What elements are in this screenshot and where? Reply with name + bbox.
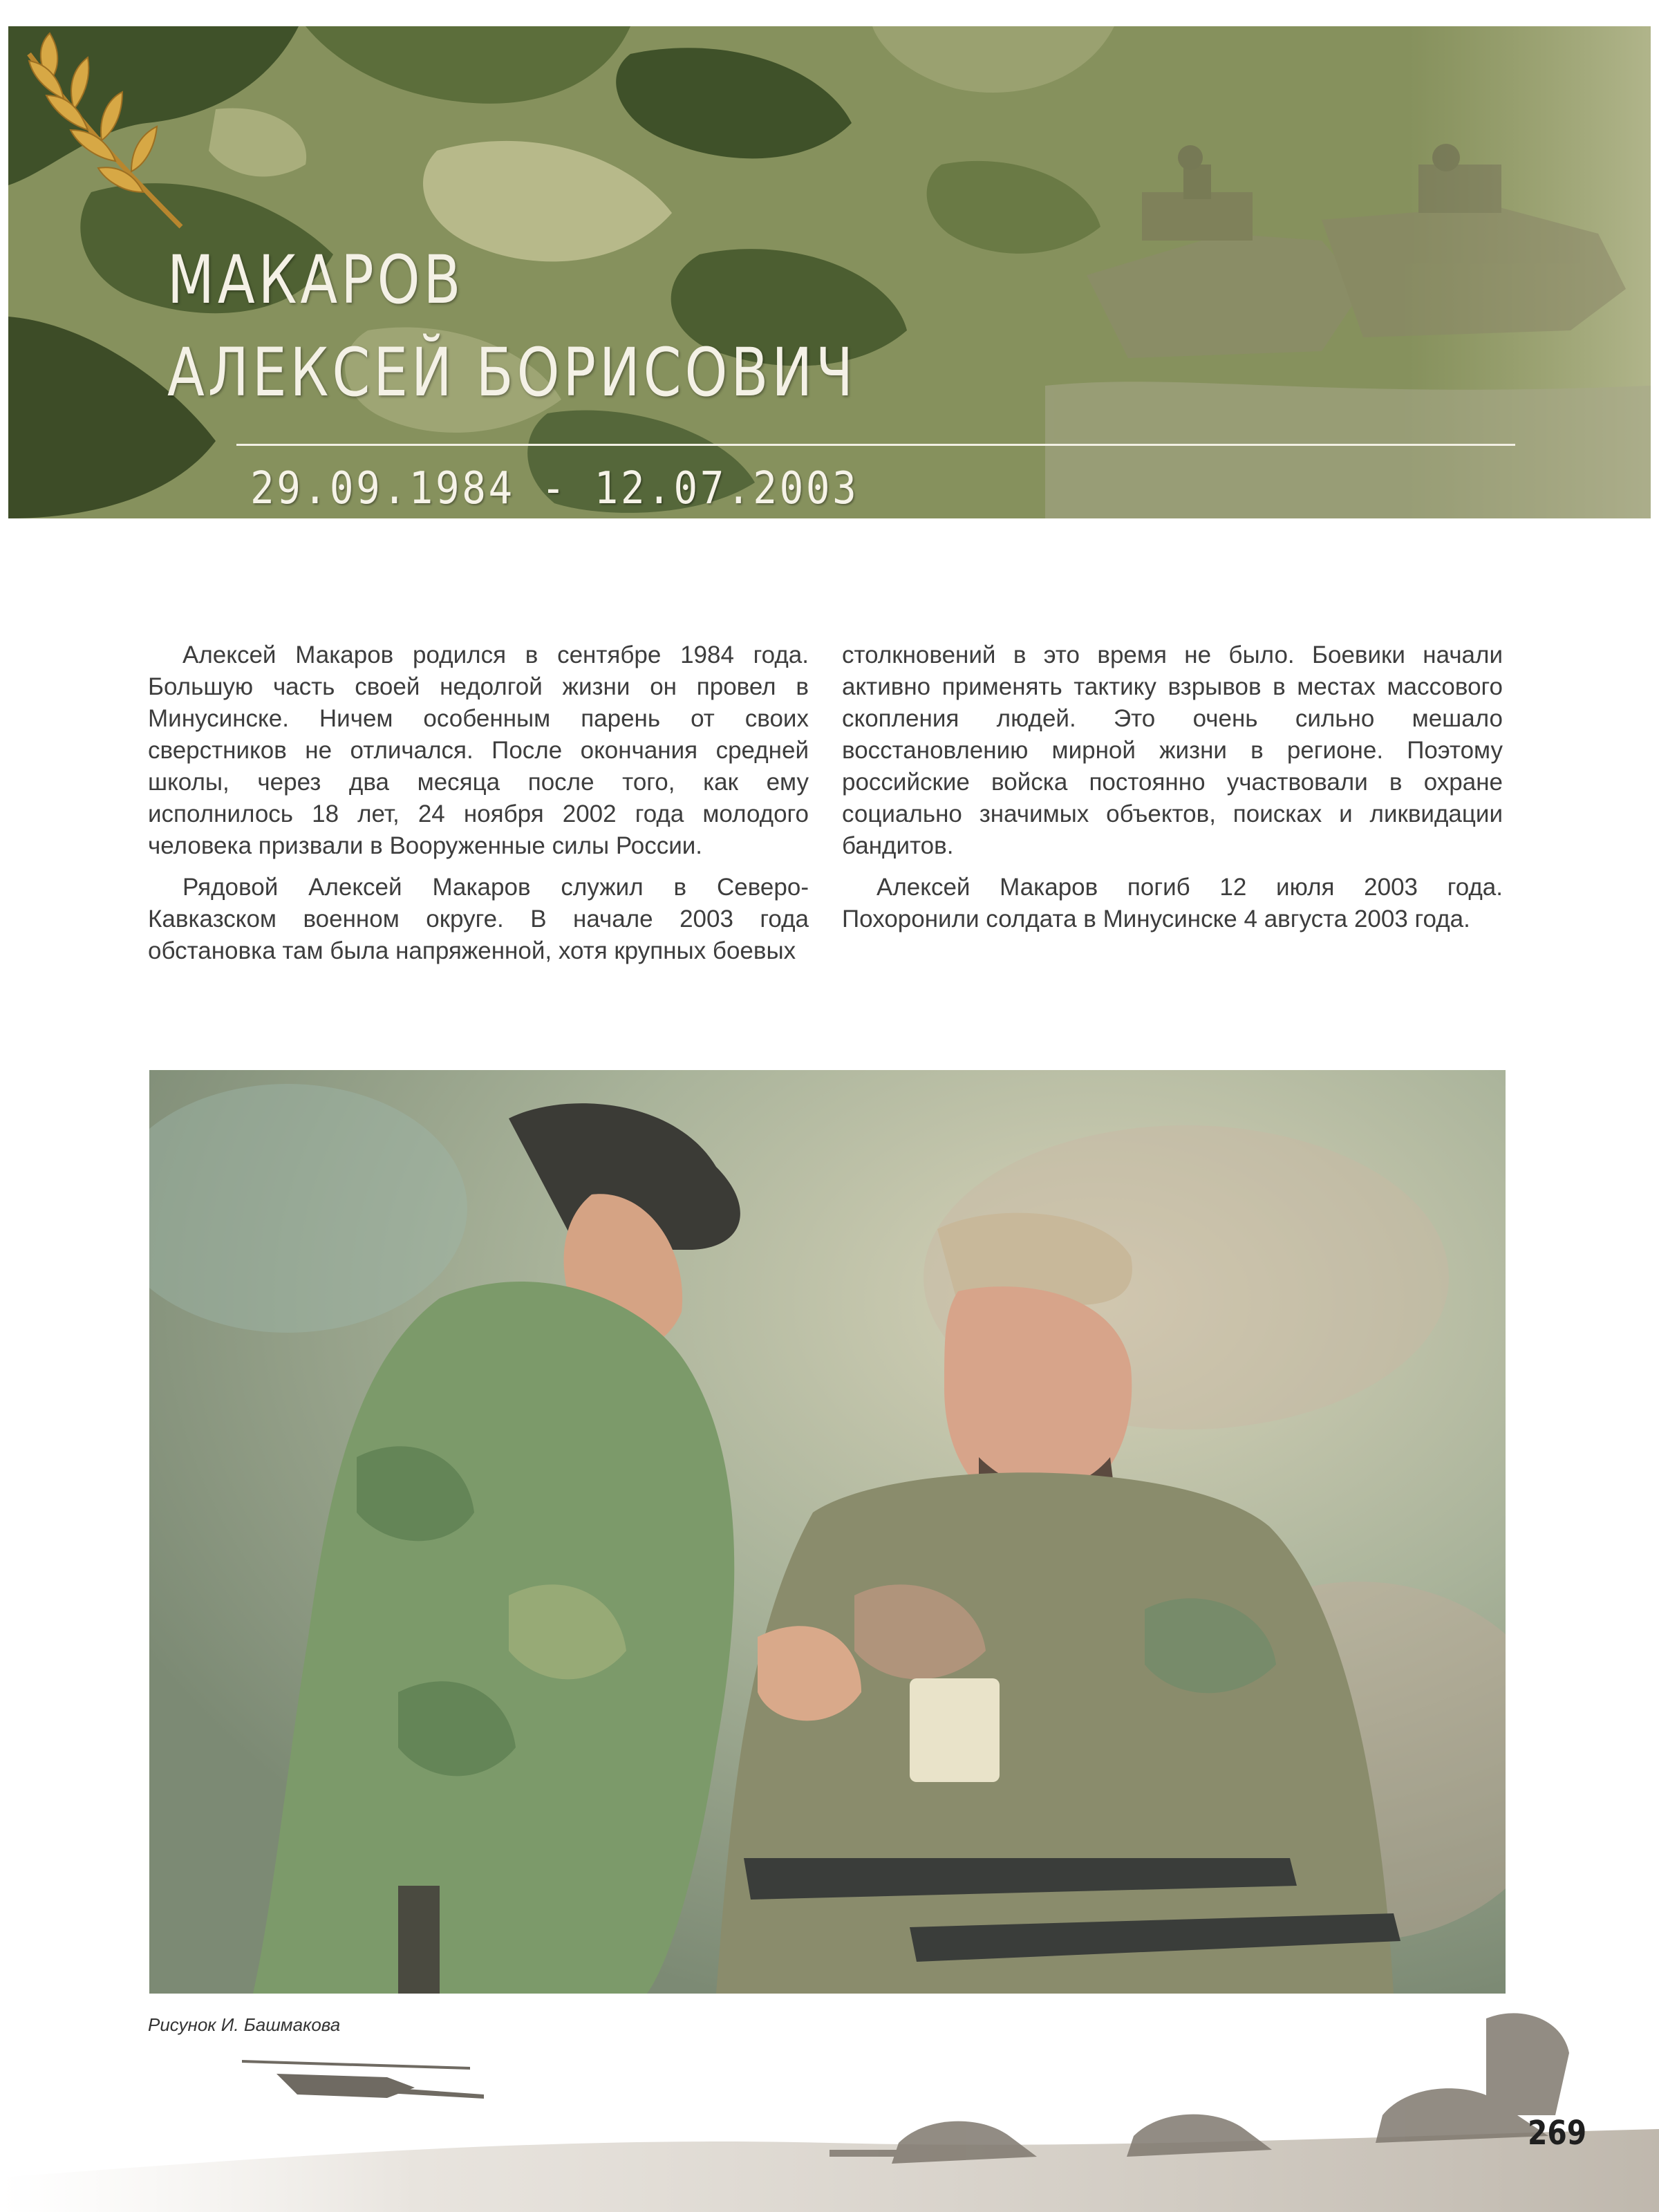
paragraph: Рядовой Алексей Макаров служил в Северо-Кавказском военном округе. В начале 2003 года обстановка там была напряженной, хотя крупных боевых: [148, 874, 809, 964]
person-name: [167, 234, 856, 419]
left-column: [148, 639, 809, 967]
laurel-branch-icon: [8, 26, 202, 234]
surname: МАКАРОВ: [167, 241, 465, 319]
page-number: 269: [1528, 2114, 1587, 2153]
soldiers-painting: [149, 1070, 1506, 1994]
given-names: АЛЕКСЕЙ БОРИСОВИЧ: [167, 334, 857, 411]
paragraph: столкновений в это время не было. Боевики начали активно применять тактику взрывов в местах массового скопления людей. Это очень сильно мешало восстановлению мирной жизни в регионе. Поэтому российские войска постоянно участвовали в охране социально значимых объектов, поисках и ликвидации бандитов.: [842, 641, 1503, 859]
article-body: [148, 639, 1503, 967]
footer-battle-silhouette: [0, 1977, 1659, 2212]
right-column: [842, 639, 1503, 967]
helicopter-icon: [242, 2060, 484, 2099]
paragraph: Алексей Макаров родился в сентябре 1984 года. Большую часть своей недолгой жизни он провел в Минусинске. Ничем особенным парень от своих сверстников не отличался. После окончания средней школы, через два месяца после того, как ему исполнилось 18 лет, 24 ноября 2002 года молодого человека призвали в Вооруженные силы России.: [148, 641, 809, 859]
life-dates: 29.09.1984 - 12.07.2003: [250, 463, 859, 514]
illustration-caption: Рисунок И. Башмакова: [148, 2014, 341, 2035]
header-banner: [8, 26, 1651, 518]
painting-artwork: [149, 1070, 1506, 1994]
title-divider: [236, 444, 1515, 446]
paragraph: Алексей Макаров погиб 12 июля 2003 года. Похоронили солдата в Минусинске 4 августа 2003 года.: [842, 874, 1503, 932]
